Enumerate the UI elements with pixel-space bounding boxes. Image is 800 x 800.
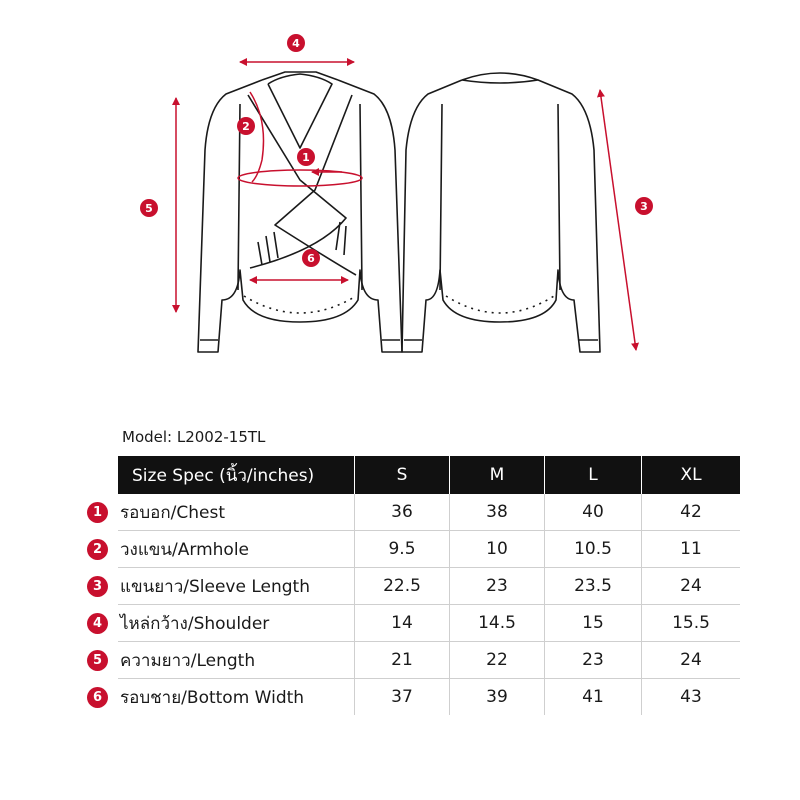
cell-s: 14: [355, 605, 450, 642]
diagram-markers: [140, 34, 653, 267]
cell-xl: 24: [642, 642, 741, 679]
table-header-row: [118, 456, 740, 494]
cell-s: 36: [355, 494, 450, 531]
front-pleats: [258, 222, 346, 265]
table-row: [118, 568, 740, 605]
size-spec-table: [118, 456, 740, 715]
table-row: [118, 494, 740, 531]
svg-text:5: 5: [145, 202, 153, 215]
row-number-badge: 5: [87, 650, 108, 671]
header-size-spec: Size Spec (นิ้ว/inches): [118, 456, 355, 494]
marker-5: [140, 199, 158, 217]
model-label: Model: L2002-15TL: [122, 428, 266, 446]
cell-m: 23: [450, 568, 545, 605]
cell-s: 9.5: [355, 531, 450, 568]
header-s: S: [355, 456, 450, 494]
marker-3: [635, 197, 653, 215]
table-row: [118, 531, 740, 568]
front-sleeve-seams: [238, 104, 362, 290]
row-label: ไหล่กว้าง/Shoulder: [118, 605, 355, 642]
row-label: แขนยาว/Sleeve Length: [118, 568, 355, 605]
row-number-badge: 1: [87, 502, 108, 523]
back-sleeve-seams: [440, 104, 560, 290]
cell-l: 23: [545, 642, 642, 679]
front-wrap-left: [248, 95, 346, 268]
svg-text:4: 4: [292, 37, 300, 50]
cell-xl: 42: [642, 494, 741, 531]
cell-l: 23.5: [545, 568, 642, 605]
marker-4: [287, 34, 305, 52]
back-view: [402, 73, 600, 352]
front-view: [198, 72, 402, 352]
svg-text:2: 2: [242, 120, 250, 133]
cell-l: 41: [545, 679, 642, 716]
header-l: L: [545, 456, 642, 494]
row-label: รอบอก/Chest: [118, 494, 355, 531]
marker-6: [302, 249, 320, 267]
back-hem-stitch: [446, 296, 554, 313]
cell-m: 22: [450, 642, 545, 679]
cell-xl: 43: [642, 679, 741, 716]
marker-1: [297, 148, 315, 166]
cell-l: 10.5: [545, 531, 642, 568]
cell-xl: 11: [642, 531, 741, 568]
cell-m: 14.5: [450, 605, 545, 642]
measurement-lines: [176, 62, 636, 350]
row-label: ความยาว/Length: [118, 642, 355, 679]
chest-ellipse: [238, 170, 362, 186]
table-row: [118, 605, 740, 642]
back-body-outline: [402, 80, 600, 352]
sleeve-arrow: [600, 90, 636, 350]
cell-s: 22.5: [355, 568, 450, 605]
header-xl: XL: [642, 456, 741, 494]
row-number-badge: 6: [87, 687, 108, 708]
row-number-badge: 4: [87, 613, 108, 634]
marker-2: [237, 117, 255, 135]
svg-text:1: 1: [302, 151, 310, 164]
armhole-curve: [250, 92, 264, 182]
svg-text:6: 6: [307, 252, 315, 265]
svg-text:3: 3: [640, 200, 648, 213]
cell-l: 15: [545, 605, 642, 642]
front-neckline: [268, 74, 332, 148]
row-label: วงแขน/Armhole: [118, 531, 355, 568]
row-number-badge: 3: [87, 576, 108, 597]
table-row: [118, 642, 740, 679]
row-label: รอบชาย/Bottom Width: [120, 687, 305, 708]
header-m: M: [450, 456, 545, 494]
front-hem-stitch: [244, 296, 356, 313]
cell-m: 38: [450, 494, 545, 531]
cell-m: 10: [450, 531, 545, 568]
front-body-outline: [198, 80, 402, 352]
cell-s: 21: [355, 642, 450, 679]
cell-xl: 24: [642, 568, 741, 605]
back-collar: [462, 73, 538, 83]
cell-l: 40: [545, 494, 642, 531]
cell-xl: 15.5: [642, 605, 741, 642]
cell-s: 37: [355, 679, 450, 716]
row-number-badge: 2: [87, 539, 108, 560]
table-row: [118, 679, 740, 716]
cell-m: 39: [450, 679, 545, 716]
